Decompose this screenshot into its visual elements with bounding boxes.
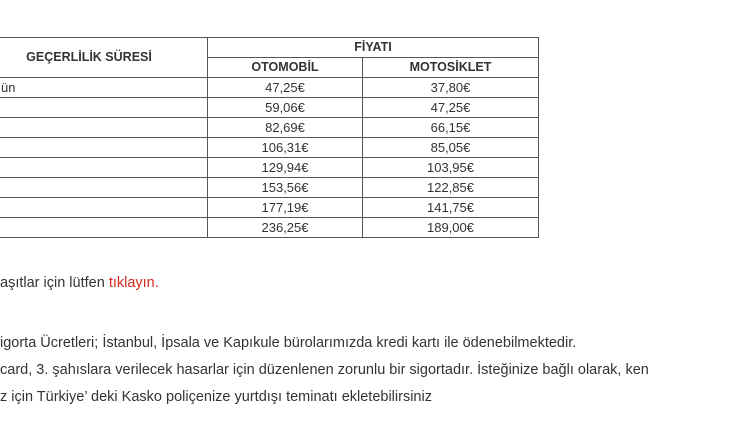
click-here-link[interactable]: tıklayın. bbox=[108, 275, 159, 291]
car-price-cell: 82,69€ bbox=[208, 118, 363, 138]
kasko-paragraph: z için Türkiye’ deki Kasko poliçenize yurtdışı teminatı ekletebilirsiniz bbox=[0, 389, 432, 405]
table-row bbox=[0, 198, 539, 218]
period-cell bbox=[0, 78, 208, 98]
car-price-cell: 177,19€ bbox=[208, 198, 363, 218]
period-cell bbox=[0, 178, 208, 198]
car-price-cell: 129,94€ bbox=[208, 158, 363, 178]
payment-paragraph: igorta Ücretleri; İstanbul, İpsala ve Kapıkule bürolarımızda kredi kartı ile ödenebilmektedir. bbox=[0, 335, 577, 351]
moto-price-cell: 122,85€ bbox=[363, 178, 539, 198]
table-row bbox=[0, 98, 539, 118]
period-cell bbox=[0, 218, 208, 238]
car-price-cell: 59,06€ bbox=[208, 98, 363, 118]
moto-price-cell: 141,75€ bbox=[363, 198, 539, 218]
moto-price-cell: 66,15€ bbox=[363, 118, 539, 138]
moto-price-cell: 47,25€ bbox=[363, 98, 539, 118]
price-header: FİYATI bbox=[208, 38, 539, 58]
car-price-cell: 106,31€ bbox=[208, 138, 363, 158]
greencard-paragraph: card, 3. şahıslara verilecek hasarlar için düzenlenen zorunlu bir sigortadır. İsteğinize bağlı olarak, ken bbox=[0, 362, 649, 378]
period-cell bbox=[0, 98, 208, 118]
table-row bbox=[0, 178, 539, 198]
note-line bbox=[0, 275, 159, 291]
moto-price-cell: 85,05€ bbox=[363, 138, 539, 158]
table-row bbox=[0, 158, 539, 178]
price-table bbox=[0, 37, 539, 238]
car-price-cell: 236,25€ bbox=[208, 218, 363, 238]
moto-header: MOTOSİKLET bbox=[363, 58, 539, 78]
moto-price-cell: 103,95€ bbox=[363, 158, 539, 178]
table-row bbox=[0, 78, 539, 98]
moto-price-cell: 37,80€ bbox=[363, 78, 539, 98]
table-row bbox=[0, 138, 539, 158]
period-cell bbox=[0, 118, 208, 138]
moto-price-cell: 189,00€ bbox=[363, 218, 539, 238]
car-header: OTOMOBİL bbox=[208, 58, 363, 78]
period-text: ün bbox=[1, 80, 16, 95]
period-header: GEÇERLİLİK SÜRESİ bbox=[0, 38, 208, 78]
table-row bbox=[0, 118, 539, 138]
table-row bbox=[0, 218, 539, 238]
car-price-cell: 47,25€ bbox=[208, 78, 363, 98]
car-price-cell: 153,56€ bbox=[208, 178, 363, 198]
note-text: aşıtlar için lütfen bbox=[0, 275, 109, 291]
period-cell bbox=[0, 198, 208, 218]
period-cell bbox=[0, 158, 208, 178]
period-cell bbox=[0, 138, 208, 158]
